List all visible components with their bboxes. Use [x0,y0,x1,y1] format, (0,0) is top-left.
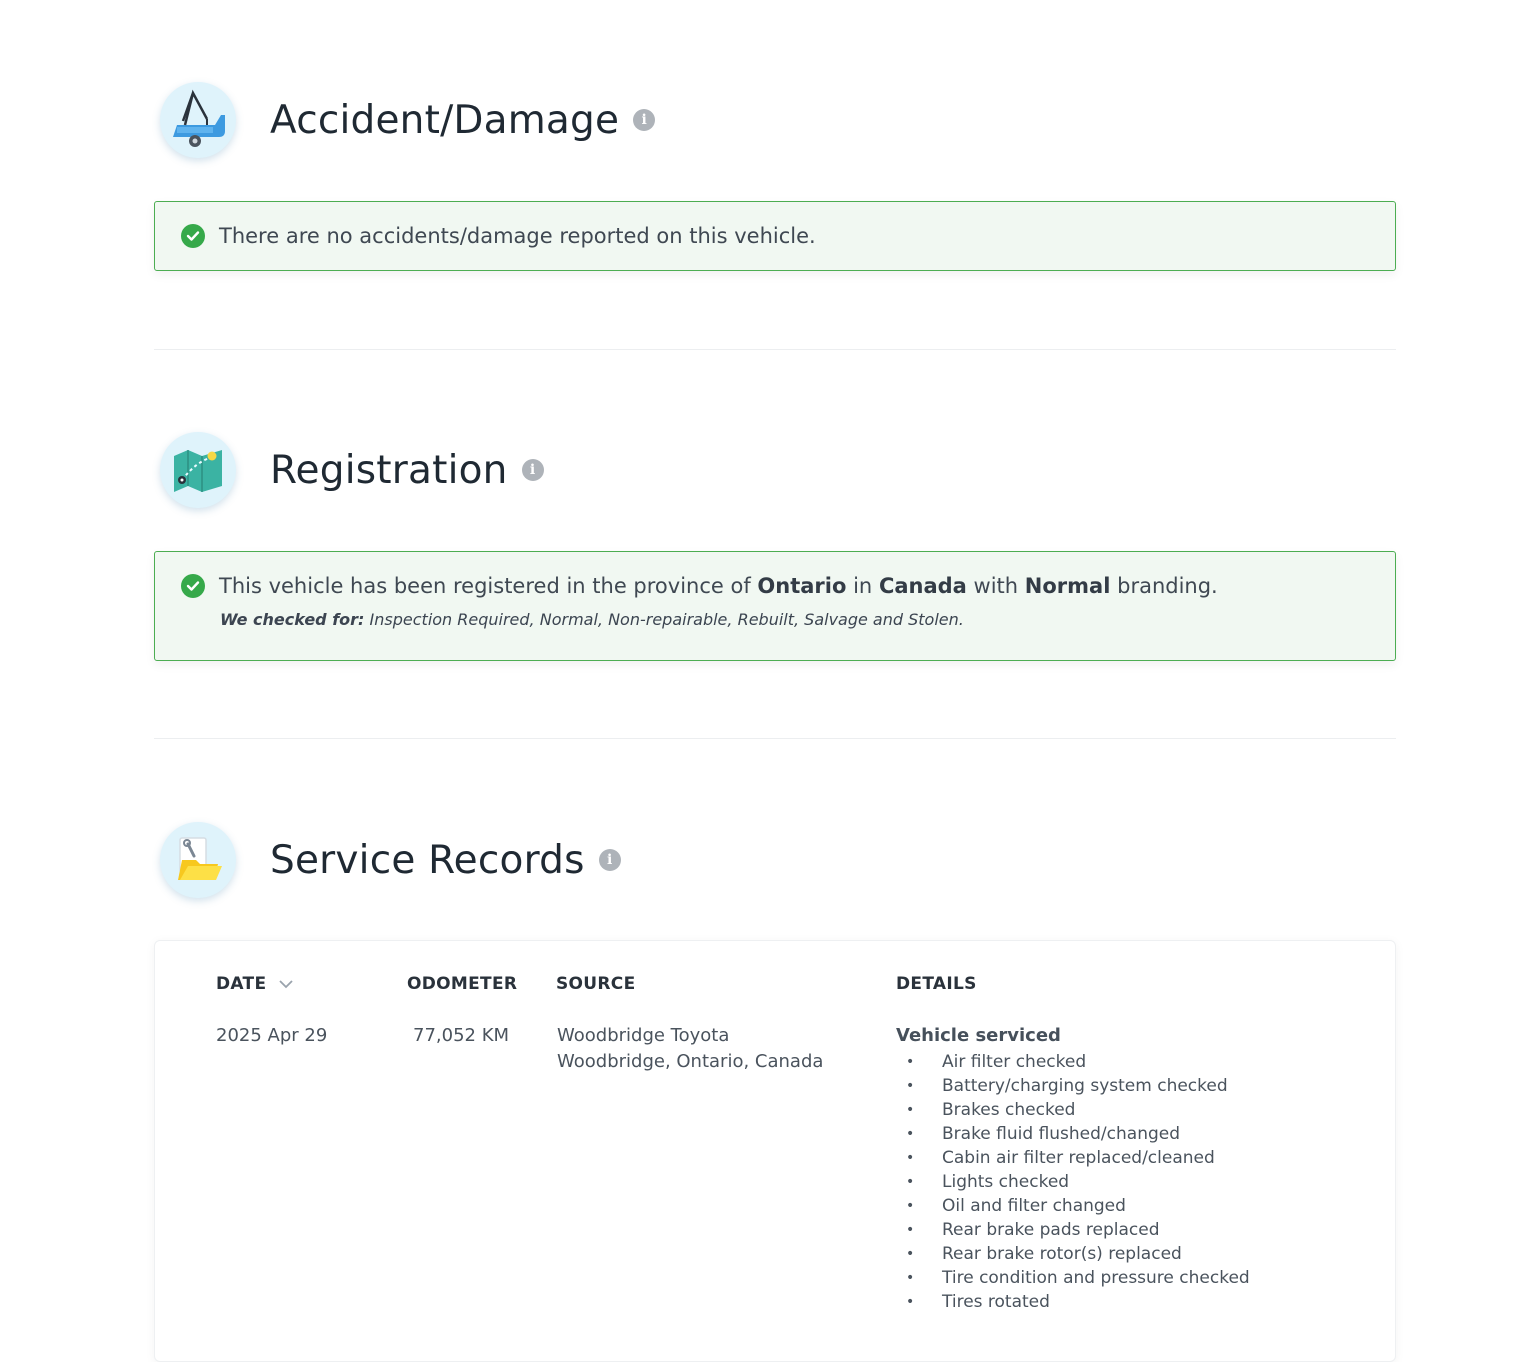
checked-for-list: Inspection Required, Normal, Non-repairable, Rebuilt, Salvage and Stolen. [369,610,964,629]
column-header-source: SOURCE [556,974,636,994]
list-item: • Brake fluid flushed/changed [906,1124,1181,1144]
registration-section-header [160,430,544,510]
list-item: • Cabin air filter replaced/cleaned [906,1148,1215,1168]
registration-section-title: Registration [270,447,508,493]
map-icon [160,432,236,508]
record-source-location: Woodbridge, Ontario, Canada [557,1051,824,1072]
service-info-icon[interactable]: i [599,849,621,871]
section-divider [154,349,1396,350]
registration-in-word: in [853,574,873,598]
record-date: 2025 Apr 29 [216,1025,328,1046]
record-odometer: 77,052 KM [413,1025,510,1046]
registration-info-icon[interactable]: i [522,459,544,481]
record-source-name: Woodbridge Toyota [557,1025,730,1046]
list-item: • Air filter checked [906,1052,1087,1072]
chevron-down-icon [278,979,294,989]
tow-truck-icon [160,82,236,158]
registration-country: Canada [878,574,967,598]
list-item: • Lights checked [906,1172,1070,1192]
record-details-list [906,1050,1250,1314]
list-item: • Rear brake rotor(s) replaced [906,1244,1182,1264]
column-header-odometer: ODOMETER [407,974,518,994]
accident-info-icon[interactable]: i [633,109,655,131]
registration-message-suffix: branding. [1117,574,1218,598]
registration-status-message [219,574,1218,598]
folder-wrench-icon [160,822,236,898]
section-divider [154,738,1396,739]
check-circle-icon [181,574,205,598]
accident-status-message: There are no accidents/damage reported on this vehicle. [219,224,816,248]
record-details-title: Vehicle serviced [896,1025,1061,1046]
registration-with-word: with [973,574,1019,598]
checked-for-label: We checked for: [220,610,365,629]
accident-section-header [160,80,655,160]
column-header-date[interactable] [216,974,294,994]
service-section-header [160,820,621,900]
list-item: • Brakes checked [906,1100,1076,1120]
accident-status-alert [154,201,1396,271]
column-header-details: DETAILS [896,974,977,994]
list-item: • Tire condition and pressure checked [906,1268,1250,1288]
list-item: • Oil and filter changed [906,1196,1126,1216]
column-header-date-label: DATE [216,974,267,994]
registration-branding: Normal [1024,574,1111,598]
registration-checked-note [220,610,1395,629]
list-item: • Rear brake pads replaced [906,1220,1160,1240]
service-section-title: Service Records [270,837,585,883]
check-circle-icon [181,224,205,248]
accident-section-title: Accident/Damage [270,97,620,143]
registration-province: Ontario [757,574,847,598]
registration-message-prefix: This vehicle has been registered in the province of [219,574,751,598]
registration-status-alert [154,551,1396,661]
list-item: • Battery/charging system checked [906,1076,1228,1096]
list-item: • Tires rotated [906,1292,1050,1312]
